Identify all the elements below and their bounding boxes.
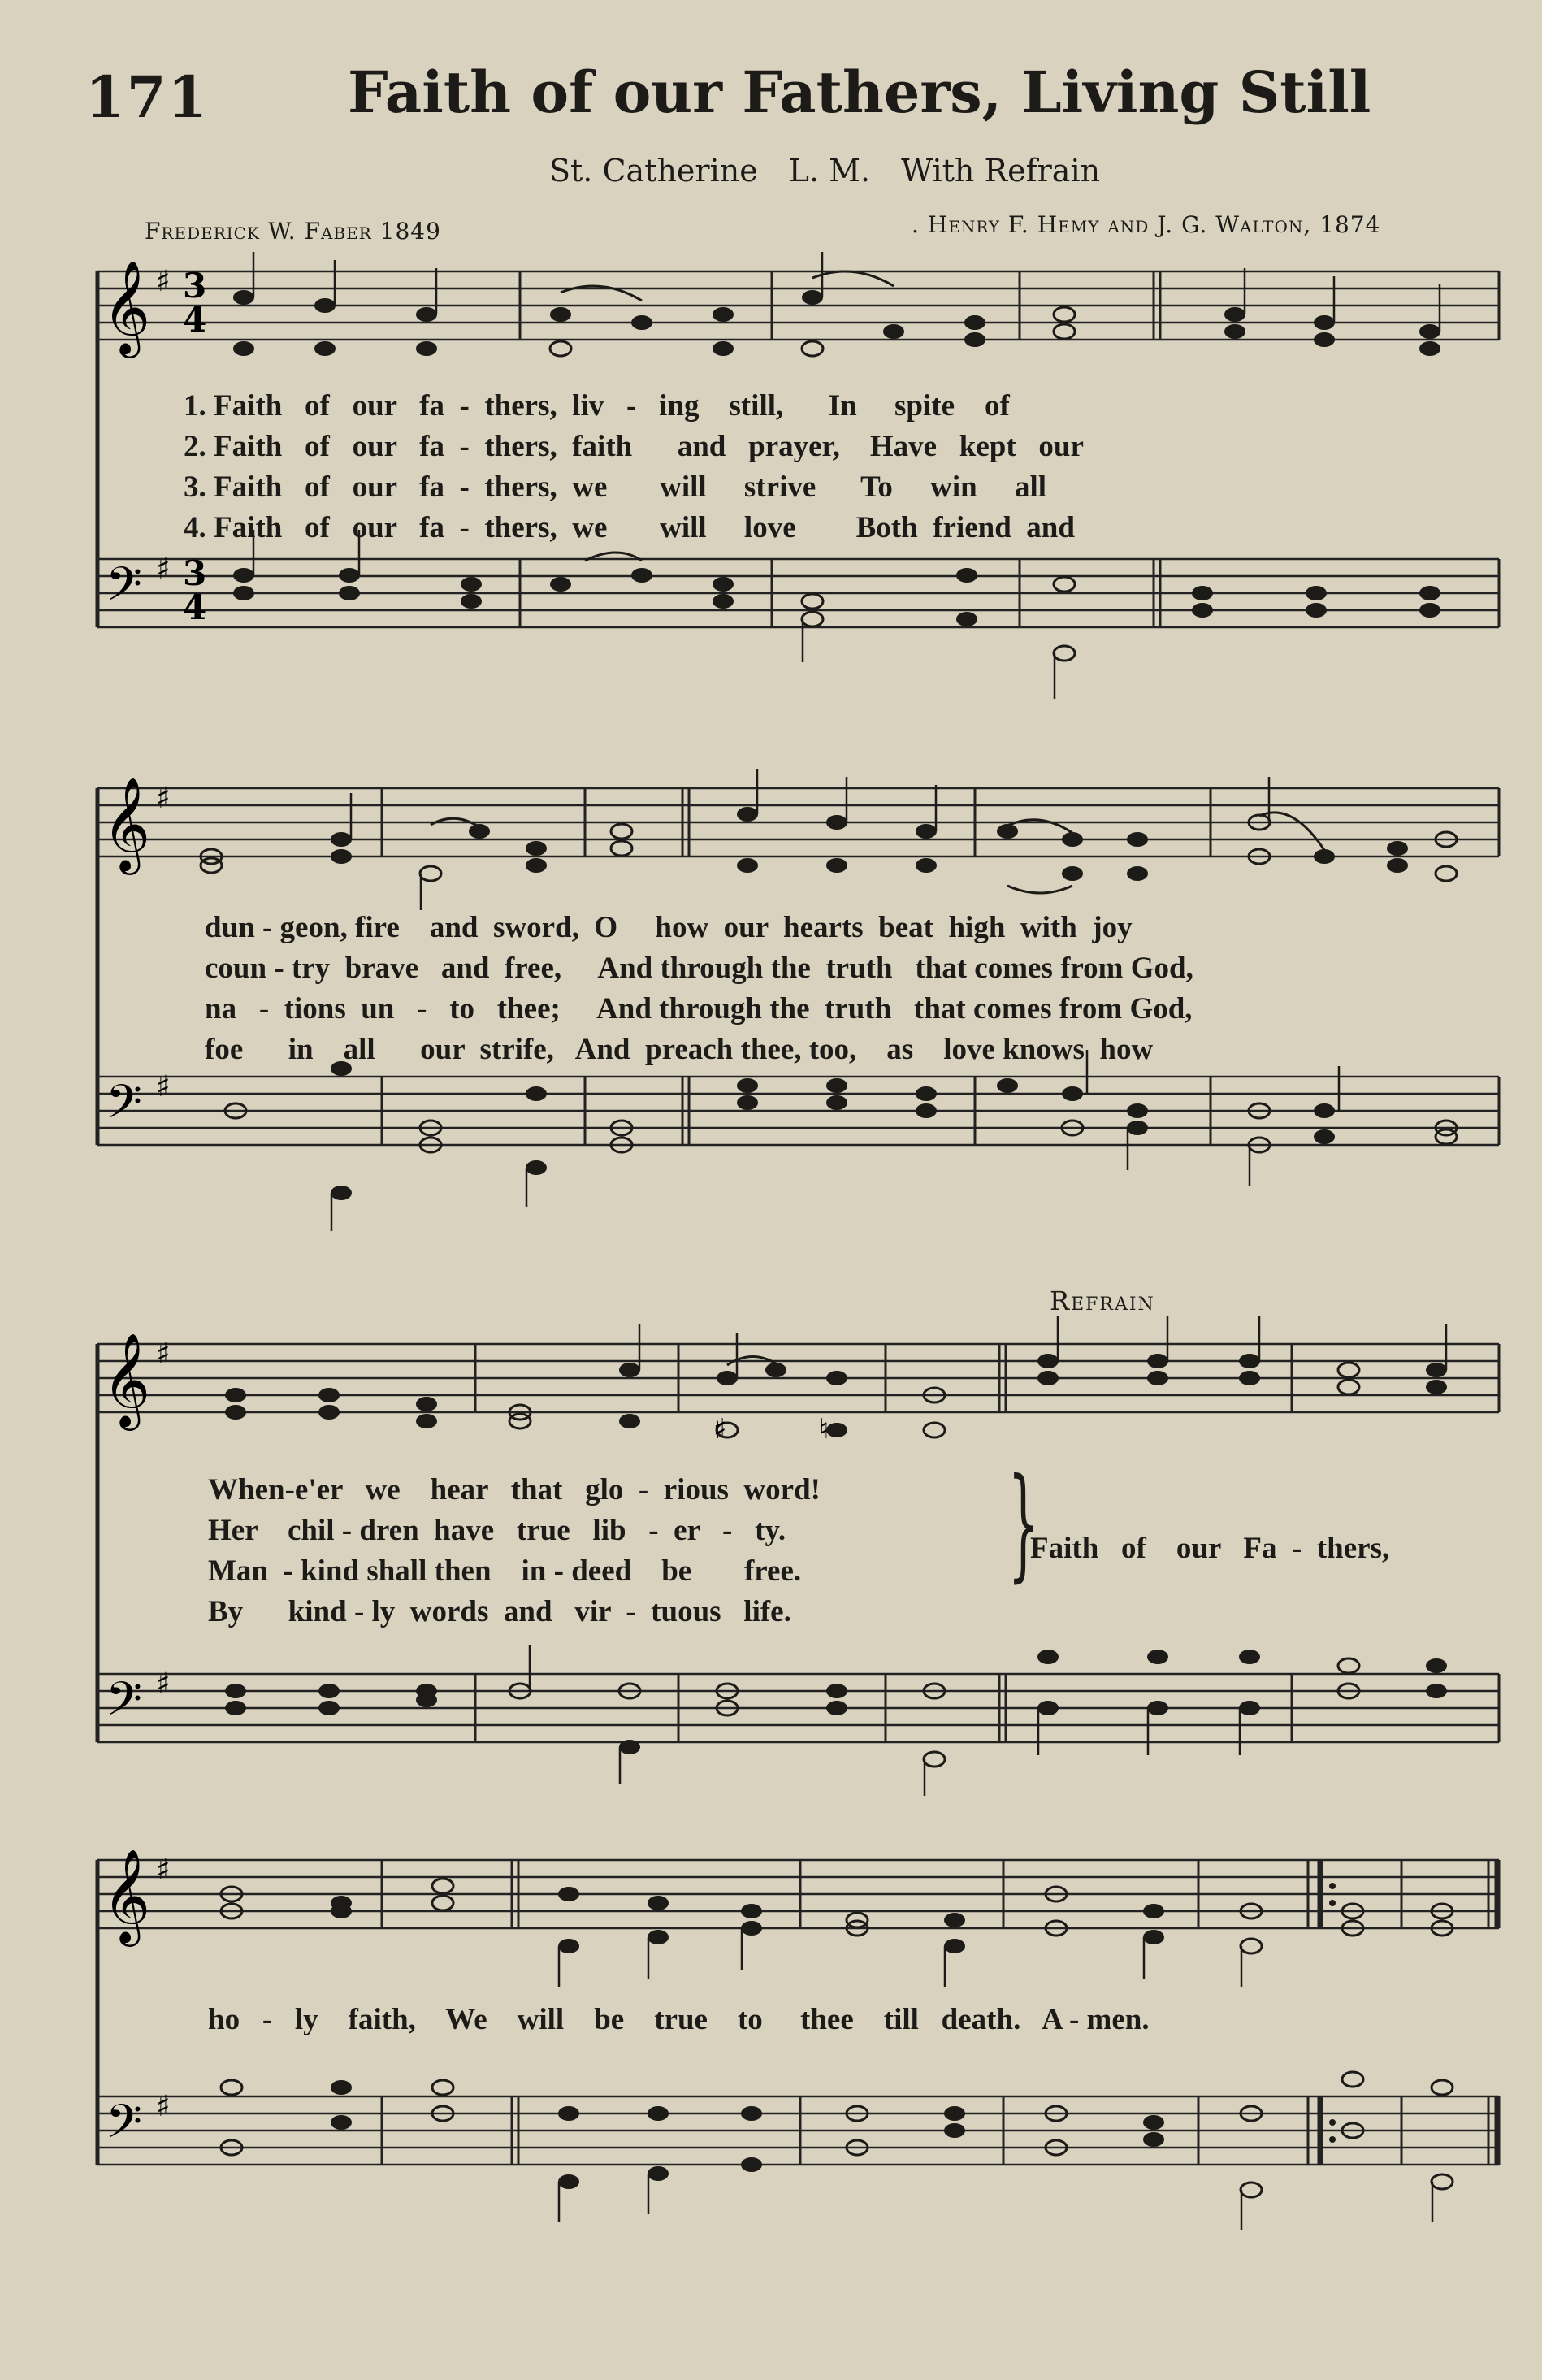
key-sharp-icon: ♯ bbox=[156, 781, 171, 815]
key-sharp-icon: ♯ bbox=[156, 1667, 171, 1701]
refrain-text: Faith of our Fa - thers, bbox=[1030, 1532, 1390, 1565]
bass-half-notes bbox=[802, 577, 1075, 661]
treble-clef-icon: 𝄞 bbox=[102, 1848, 151, 1943]
verse-3-line: Man - kind shall then in - deed be free. bbox=[208, 1554, 802, 1588]
repeat-dots bbox=[1329, 1883, 1336, 2143]
verse-1-line: dun - geon, fire and sword, O how our hearts beat high with joy bbox=[205, 911, 1133, 944]
verse-3-line: na - tions un - to thee; And through the truth that comes from God, bbox=[205, 992, 1193, 1025]
bass-staff bbox=[97, 2096, 1499, 2165]
author-credit: Frederick W. Faber 1849 bbox=[145, 218, 441, 245]
tune-line bbox=[549, 153, 1131, 189]
verse-2-line: 2. Faith of our fa - thers, faith and prayer, Have kept our bbox=[184, 430, 1084, 463]
time-sig-top: 3 bbox=[183, 553, 207, 593]
treble-half-notes bbox=[221, 1879, 1453, 1953]
slur bbox=[812, 271, 894, 286]
hymn-title: Faith of our Fathers, Living Still bbox=[348, 59, 1371, 126]
verse-2-line: Her chil - dren have true lib - er - ty. bbox=[208, 1514, 786, 1547]
verse-2-line: coun - try brave and free, And through the truth that comes from God, bbox=[205, 952, 1193, 985]
hymn-number: 171 bbox=[85, 63, 210, 131]
bass-staff bbox=[97, 1674, 1499, 1742]
verse-4-line: By kind - ly words and vir - tuous life. bbox=[208, 1595, 791, 1628]
treble-staff bbox=[97, 271, 1499, 340]
slur bbox=[1007, 886, 1072, 893]
bass-clef-icon: 𝄢 bbox=[106, 557, 143, 623]
treble-clef-icon: 𝄞 bbox=[102, 1332, 151, 1427]
refrain-label: Refrain bbox=[1050, 1285, 1155, 1316]
bass-clef-icon: 𝄢 bbox=[106, 2094, 143, 2161]
treble-staff bbox=[97, 1860, 1499, 1928]
verse-1-line: When-e'er we hear that glo - rious word! bbox=[208, 1473, 821, 1506]
key-sharp-icon: ♯ bbox=[156, 2089, 171, 2123]
bass-notes bbox=[331, 1061, 1335, 1200]
key-sharp-icon: ♯ bbox=[156, 1069, 171, 1103]
time-sig-bottom: 4 bbox=[183, 300, 207, 340]
bass-notes bbox=[225, 1650, 1447, 1754]
bass-clef-icon: 𝄢 bbox=[106, 1074, 143, 1141]
music-system-4 bbox=[0, 1832, 1542, 2255]
verse-4-line: 4. Faith of our fa - thers, we will love Both friend and bbox=[184, 511, 1075, 544]
tune-name: St. Catherine bbox=[549, 153, 758, 189]
bass-staff bbox=[97, 1077, 1499, 1145]
treble-staff bbox=[97, 1344, 1499, 1412]
time-sig-top: 3 bbox=[183, 266, 207, 306]
bass-half-notes bbox=[221, 2072, 1453, 2197]
note-stems bbox=[559, 1928, 1432, 2230]
verse-brace: } bbox=[1007, 1453, 1039, 1594]
time-sig-bottom: 4 bbox=[183, 587, 207, 627]
key-sharp-icon: ♯ bbox=[156, 264, 171, 298]
natural-accidental-icon: ♮ bbox=[819, 1413, 829, 1446]
treble-staff bbox=[97, 788, 1499, 856]
treble-half-notes bbox=[550, 307, 1075, 356]
verse-3-line: 3. Faith of our fa - thers, we will strive To win all bbox=[184, 470, 1047, 504]
verse-1-line: 1. Faith of our fa - thers, liv - ing still, In spite of bbox=[184, 389, 1010, 423]
treble-clef-icon: 𝄞 bbox=[102, 776, 151, 871]
bass-staff bbox=[97, 559, 1499, 627]
refrain-text: ho - ly faith, We will be true to thee till death. A - men. bbox=[208, 2003, 1150, 2036]
verse-4-line: foe in all our strife, And preach thee, too, as love knows how bbox=[205, 1033, 1154, 1066]
composer-credit: . Henry F. Hemy and J. G. Walton, 1874 bbox=[912, 211, 1381, 238]
key-sharp-icon: ♯ bbox=[156, 1337, 171, 1371]
meter: L. M. bbox=[788, 153, 871, 189]
refrain-note: With Refrain bbox=[901, 153, 1101, 189]
bass-clef-icon: 𝄢 bbox=[106, 1671, 143, 1738]
treble-clef-icon: 𝄞 bbox=[102, 259, 151, 354]
key-sharp-icon: ♯ bbox=[156, 552, 171, 586]
sharp-accidental-icon: ♯ bbox=[713, 1413, 727, 1446]
treble-notes bbox=[331, 1887, 1164, 1953]
key-sharp-icon: ♯ bbox=[156, 1853, 171, 1887]
treble-notes bbox=[331, 807, 1408, 881]
